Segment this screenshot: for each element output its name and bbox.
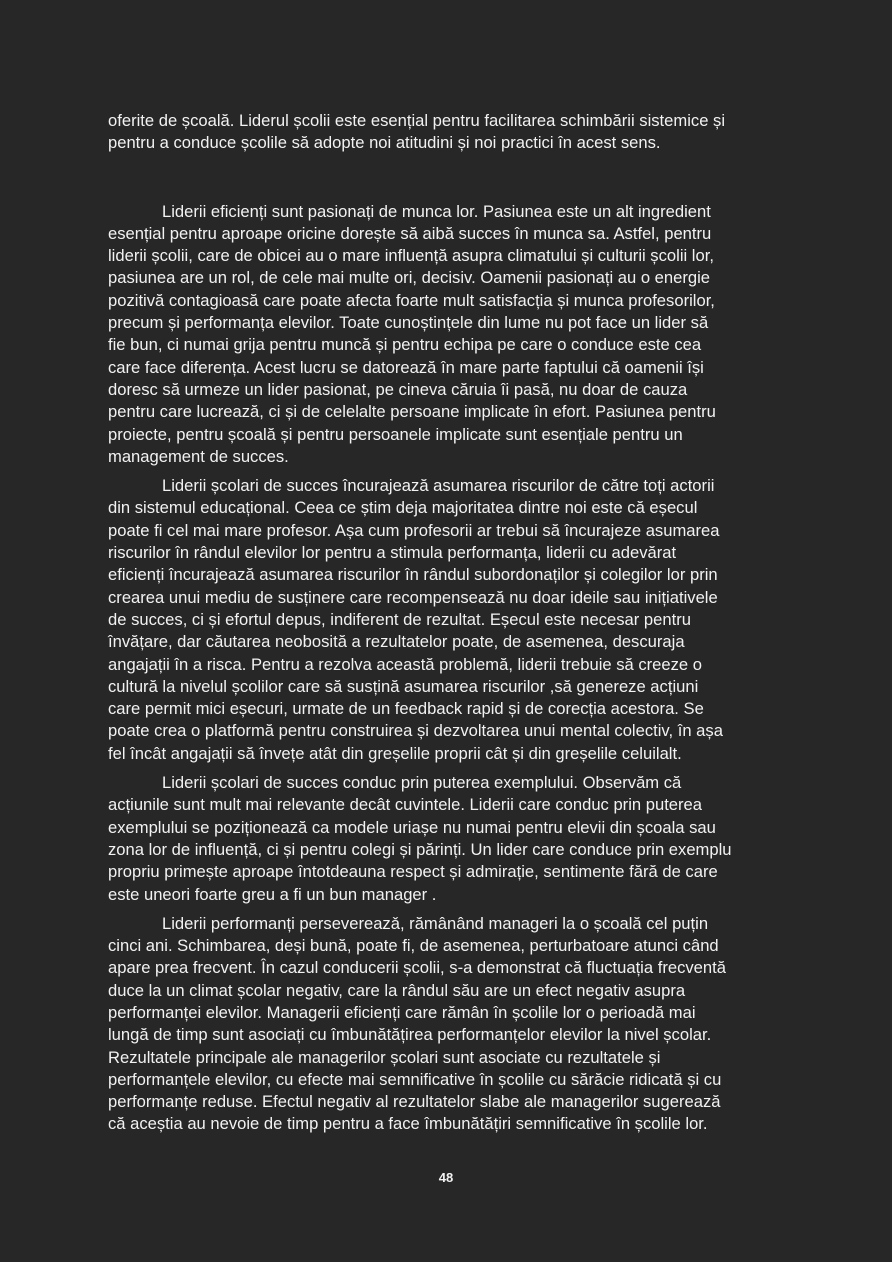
text-line: zona lor de influență, ci și pentru colegi și părinți. Un lider care conduce prin exemplu <box>108 839 732 859</box>
text-line: lungă de timp sunt asociați cu îmbunătățirea performanțelor elevilor la nivel școlar. <box>108 1025 712 1045</box>
text-line: care permit mici eșecuri, urmate de un feedback rapid și de corecția acestora. Se <box>108 699 704 719</box>
text-line: performanțele elevilor, cu efecte mai semnificative în școlile cu sărăcie ridicată și cu <box>108 1069 722 1089</box>
text-line: riscurilor în rândul elevilor lor pentru a stimula performanța, liderii cu adevărat <box>108 543 677 563</box>
text-line: Liderii școlari de succes încurajează asumarea riscurilor de către toți actorii <box>162 476 715 496</box>
page-body <box>108 110 784 1136</box>
text-line: Liderii școlari de succes conduc prin puterea exemplului. Observăm că <box>162 773 682 793</box>
text-line: Liderii eficienți sunt pasionați de munca lor. Pasiunea este un alt ingredient <box>162 201 711 221</box>
text-line: acțiunile sunt mult mai relevante decât cuvintele. Liderii care conduc prin puterea <box>108 795 703 815</box>
text-line: esențial pentru aproape oricine dorește să aibă succes în munca sa. Astfel, pentru <box>108 223 712 243</box>
text-line: liderii școlii, care de obicei au o mare influență asupra climatului și culturii școlii lor, <box>108 246 714 266</box>
text-line: de succes, ci și efortul depus, indiferent de rezultat. Eșecul este necesar pentru <box>108 609 691 629</box>
text-line: pentru care lucrează, ci și de celelalte persoane implicate în efort. Pasiunea pentru <box>108 402 716 422</box>
text-line: oferite de școală. Liderul școlii este esențial pentru facilitarea schimbării sistemice și <box>108 111 726 130</box>
text-line: performanței elevilor. Managerii eficienți care rămân în școlile lor o perioadă mai <box>108 1002 696 1022</box>
text-line: crearea unui mediu de susținere care recompensează nu doar ideile sau inițiativele <box>108 587 718 607</box>
text-line: pentru a conduce școlile să adopte noi atitudini și noi practici în acest sens. <box>108 133 661 153</box>
text-line: fel încât angajații să învețe atât din greșelile proprii cât și din greșelile celuilalt. <box>108 743 682 763</box>
text-line: exemplului se poziționează ca modele uriașe nu numai pentru elevii din școala sau <box>108 817 716 837</box>
text-line: fie bun, ci numai grija pentru muncă și pentru echipa pe care o conduce este cea <box>108 335 702 355</box>
text-line: cinci ani. Schimbarea, deși bună, poate fi, de asemenea, perturbatoare atunci când <box>108 936 719 956</box>
text-line: pasiunea are un rol, de cele mai multe ori, decisiv. Oamenii pasionați au o energie <box>108 268 711 288</box>
text-line: angajații în a risca. Pentru a rezolva această problemă, liderii trebuie să creeze o <box>108 654 703 674</box>
text-line: management de succes. <box>108 446 289 466</box>
paragraph-5 <box>108 913 784 1136</box>
text-line: poate fi cel mai mare profesor. Așa cum profesorii ar trebui să încurajeze asumarea <box>108 520 720 540</box>
text-line: Rezultatele principale ale managerilor școlari sunt asociate cu rezultatele și <box>108 1047 661 1067</box>
text-line: eficienți încurajează asumarea riscurilor în rândul subordonaților și colegilor lor prin <box>108 565 718 585</box>
text-line: proiecte, pentru școală și pentru persoanele implicate sunt esențiale pentru un <box>108 424 683 444</box>
text-line: este uneori foarte greu a fi un bun manager . <box>108 884 437 904</box>
text-line: apare prea frecvent. În cazul conducerii școlii, s-a demonstrat că fluctuația frecventă <box>108 958 726 978</box>
paragraph-3 <box>108 475 784 765</box>
text-line: pozitivă contagioasă care poate afecta foarte mult satisfacția și munca profesorilor, <box>108 290 715 310</box>
text-line: că aceștia au nevoie de timp pentru a face îmbunătățiri semnificative în școlile lor. <box>108 1114 708 1134</box>
text-line: duce la un climat școlar negativ, care la rândul său are un efect negativ asupra <box>108 980 686 1000</box>
text-line: performanțe reduse. Efectul negativ al rezultatelor slabe ale managerilor sugerează <box>108 1092 721 1112</box>
text-line: poate crea o platformă pentru construirea și dezvoltarea unui mental colectiv, în așa <box>108 721 723 741</box>
paragraph-1 <box>108 110 784 155</box>
text-line: doresc să urmeze un lider pasionat, pe cineva căruia îi pasă, nu doar de cauza <box>108 379 688 399</box>
paragraph-2 <box>108 201 784 469</box>
text-line: Liderii performanți persevereazǎ, rămânând manageri la o școală cel puțin <box>162 913 709 933</box>
text-line: propriu primește aproape întotdeauna respect și admirație, sentimente fără de care <box>108 862 718 882</box>
text-line: precum și performanța elevilor. Toate cunoștințele din lume nu pot face un lider să <box>108 313 709 333</box>
page-number: 48 <box>438 1170 454 1185</box>
text-line: cultură la nivelul școlilor care să susțină asumarea riscurilor ,să genereze acțiuni <box>108 676 699 696</box>
text-line: din sistemul educațional. Ceea ce știm deja majoritatea dintre noi este că eșecul <box>108 498 698 518</box>
text-line: care face diferența. Acest lucru se datorează în mare parte faptului că oamenii își <box>108 357 704 377</box>
text-line: învățare, dar căutarea neobosită a rezultatelor poate, de asemenea, descuraja <box>108 632 685 652</box>
paragraph-4 <box>108 772 784 906</box>
